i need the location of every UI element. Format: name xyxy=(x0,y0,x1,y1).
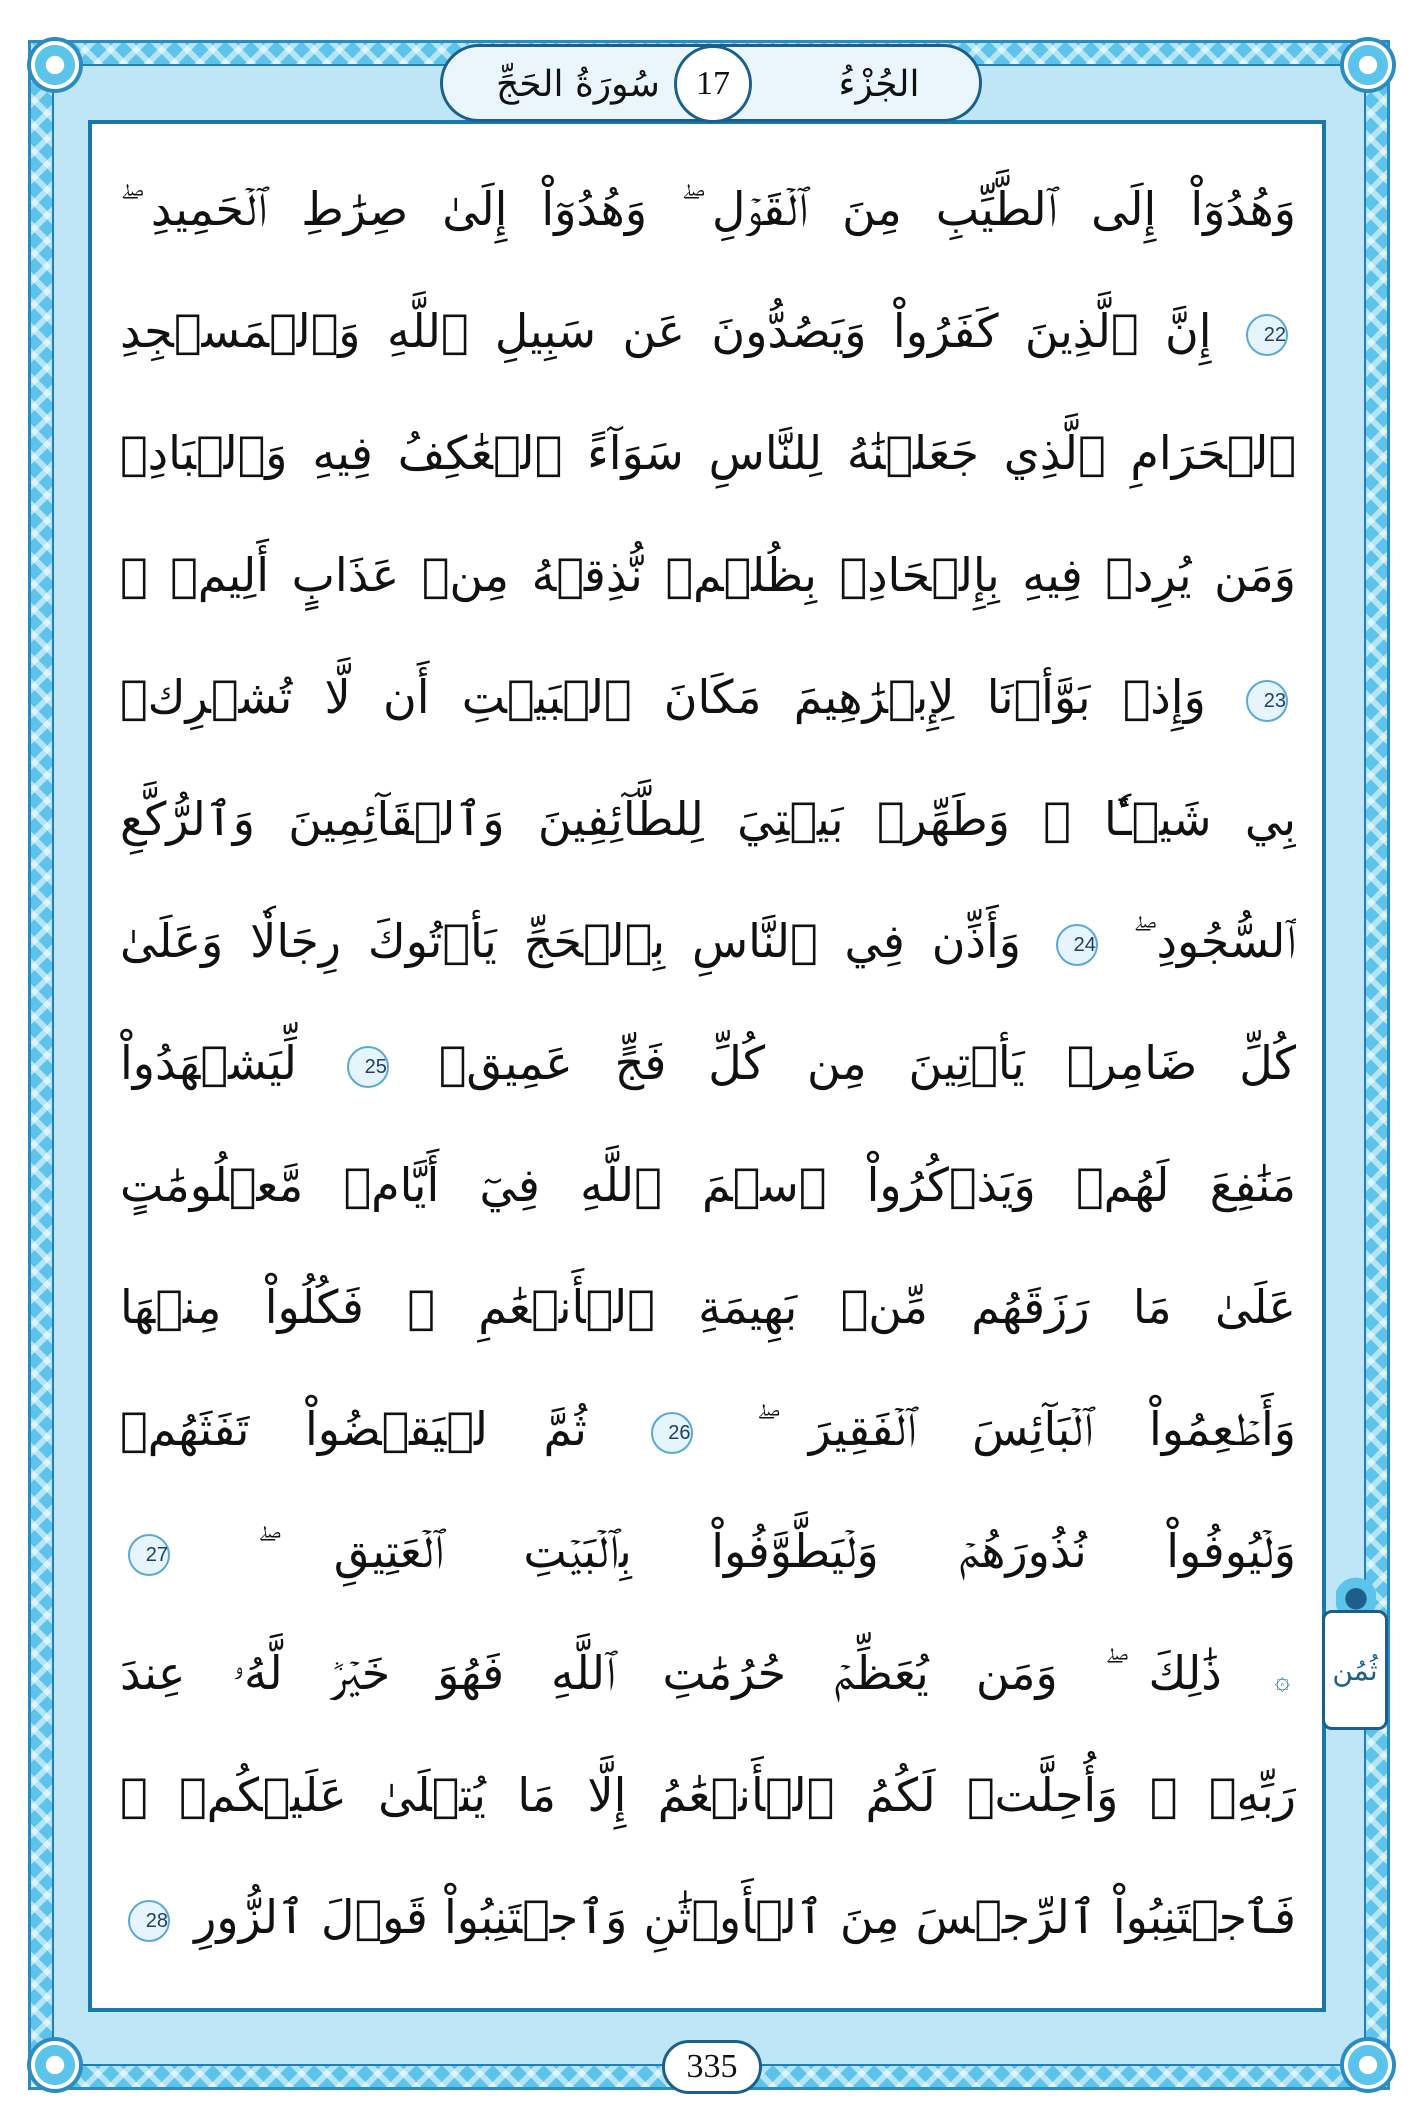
ayah-number-marker: 22 xyxy=(1246,314,1288,356)
text-line xyxy=(120,1004,1296,1122)
quran-text xyxy=(120,150,1296,1990)
text-line xyxy=(120,516,1296,634)
verse-text: بِي شَيۡـٔٗا ۖ وَطَهِّرۡ بَيۡتِيَ لِلطَّآئِفِينَ وَٱلۡقَآئِمِينَ وَٱلرُّكَّعِ xyxy=(120,792,1296,846)
ayah-number-marker: 28 xyxy=(128,1900,170,1942)
text-line xyxy=(120,1126,1296,1244)
verse-text: عَلَىٰ مَا رَزَقَهُم مِّنۢ بَهِيمَةِ ٱلۡأَنۡعَٰمِ ۖ فَكُلُواْ مِنۡهَا xyxy=(120,1280,1296,1334)
verse-text: رَبِّهِۦ ۖ وَأُحِلَّتۡ لَكُمُ ٱلۡأَنۡعَٰمُ إِلَّا مَا يُتۡلَىٰ عَلَيۡكُمۡ ۖ xyxy=(120,1768,1296,1822)
text-line xyxy=(120,1492,1296,1610)
corner-ornament-bottom-left xyxy=(20,2030,90,2100)
verse-text: وَلۡيُوفُواْ نُذُورَهُمۡ وَلۡيَطَّوَّفُواْ بِٱلۡبَيۡتِ ٱلۡعَتِيقِ ۖ xyxy=(257,1524,1296,1578)
side-marker: ثُمُن xyxy=(1322,1610,1388,1730)
verse-text: ثُمَّ لۡيَقۡضُواْ تَفَثَهُمۡ xyxy=(120,1402,587,1456)
text-line xyxy=(120,1614,1296,1732)
juz-number: 17 xyxy=(674,45,752,123)
verse-text: وَهُدُوٓاْ إِلَى ٱلطَّيِّبِ مِنَ ٱلۡقَوۡلِ ۖ وَهُدُوٓاْ إِلَىٰ صِرَٰطِ ٱلۡحَمِيدِ ۖ xyxy=(120,182,1296,236)
verse-text: كُلِّ ضَامِرٖ يَأۡتِينَ مِن كُلِّ فَجٍّ عَمِيقٖ xyxy=(438,1036,1296,1090)
verse-text: فَٱجۡتَنِبُواْ ٱلرِّجۡسَ مِنَ ٱلۡأَوۡثَٰنِ وَٱجۡتَنِبُواْ قَوۡلَ ٱلزُّورِ xyxy=(194,1890,1296,1944)
juz-label: الجُزْءُ xyxy=(838,63,920,105)
verse-text: ٱلۡحَرَامِ ٱلَّذِي جَعَلۡنَٰهُ لِلنَّاسِ سَوَآءً ٱلۡعَٰكِفُ فِيهِ وَٱلۡبَادِۚ xyxy=(120,426,1296,480)
verse-text: وَإِذۡ بَوَّأۡنَا لِإِبۡرَٰهِيمَ مَكَانَ ٱلۡبَيۡتِ أَن لَّا تُشۡرِكۡ xyxy=(120,670,1206,724)
text-line xyxy=(120,1370,1296,1488)
verse-text: وَأَذِّن فِي ٱلنَّاسِ بِٱلۡحَجِّ يَأۡتُوكَ رِجَالٗا وَعَلَىٰ xyxy=(120,914,1021,968)
text-line xyxy=(120,272,1296,390)
verse-text: إِنَّ ٱلَّذِينَ كَفَرُواْ وَيَصُدُّونَ عَن سَبِيلِ ٱللَّهِ وَٱلۡمَسۡجِدِ xyxy=(120,304,1212,358)
text-line xyxy=(120,1858,1296,1976)
hizb-marker-icon: ۞ xyxy=(1274,1666,1291,1696)
text-line xyxy=(120,1248,1296,1366)
text-line xyxy=(120,760,1296,878)
ayah-number-marker: 23 xyxy=(1246,680,1288,722)
ayah-number-marker: 26 xyxy=(651,1412,693,1454)
surah-name: سُورَةُ الحَجِّ xyxy=(496,63,660,105)
ayah-number-marker: 27 xyxy=(128,1534,170,1576)
text-line xyxy=(120,638,1296,756)
verse-text: ذَٰلِكَ ۖ وَمَن يُعَظِّمۡ حُرُمَٰتِ ٱللَّهِ فَهُوَ خَيۡرٞ لَّهُۥ عِندَ xyxy=(120,1646,1222,1700)
page-number: 335 xyxy=(662,2040,762,2094)
page-header xyxy=(440,44,982,122)
text-line xyxy=(120,1736,1296,1854)
ayah-number-marker: 24 xyxy=(1056,924,1098,966)
verse-text: مَنَٰفِعَ لَهُمۡ وَيَذۡكُرُواْ ٱسۡمَ ٱللَّهِ فِيٓ أَيَّامٖ مَّعۡلُومَٰتٍ xyxy=(120,1158,1296,1212)
verse-text: وَأَطۡعِمُواْ ٱلۡبَآئِسَ ٱلۡفَقِيرَ ۖ xyxy=(756,1402,1296,1456)
corner-ornament-top-right xyxy=(1333,30,1403,100)
verse-text: وَمَن يُرِدۡ فِيهِ بِإِلۡحَادِۭ بِظُلۡمٖ نُّذِقۡهُ مِنۡ عَذَابٍ أَلِيمٖ ۖ xyxy=(120,548,1296,602)
corner-ornament-bottom-right xyxy=(1333,2030,1403,2100)
text-line xyxy=(120,394,1296,512)
verse-text: لِّيَشۡهَدُواْ xyxy=(120,1036,297,1090)
ayah-number-marker: 25 xyxy=(347,1046,389,1088)
verse-text: ٱلسُّجُودِ ۖ xyxy=(1132,914,1296,968)
text-line xyxy=(120,150,1296,268)
text-line xyxy=(120,882,1296,1000)
corner-ornament-top-left xyxy=(20,30,90,100)
